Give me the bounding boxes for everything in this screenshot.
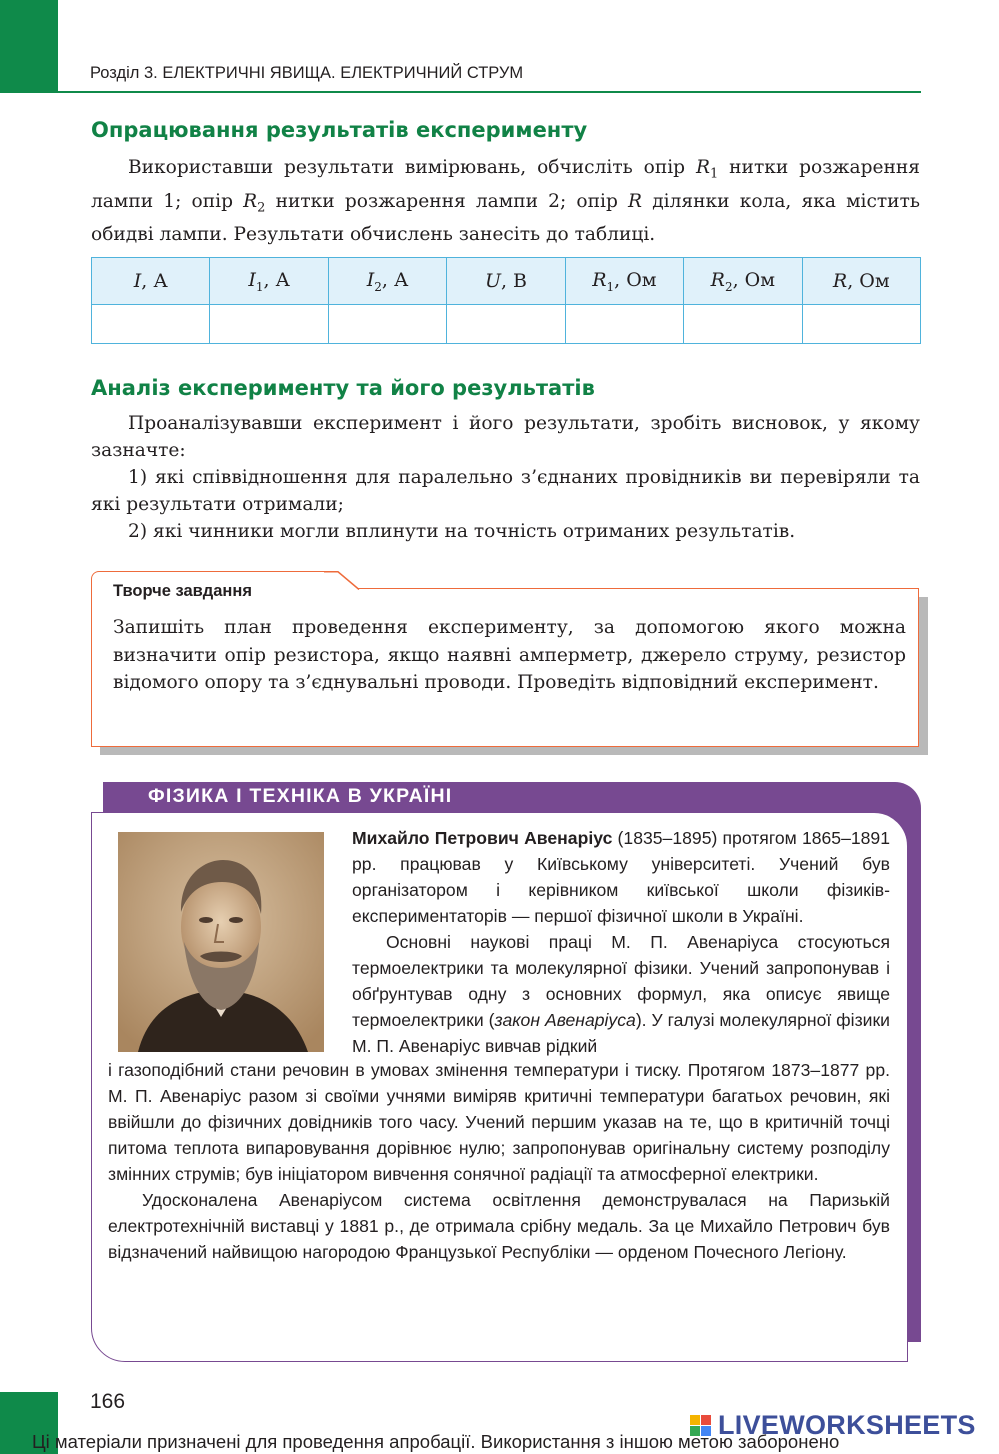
creative-task-text: Запишіть план проведення експерименту, за допомогою якого можна визначити опір резистора, якщо наявні амперметр, джерело струму, резистор відомого опору та з’єднувальні проводи. Проведіть відповідний експеримент. (113, 617, 906, 693)
results-table (91, 257, 921, 344)
var-r: R (628, 190, 643, 212)
table-header-cell: $R_1$, Ом (565, 258, 683, 305)
table-input-cell[interactable] (684, 305, 802, 344)
scientist-name: Михайло Петрович Авенаріус (352, 828, 613, 848)
analysis-title: Аналіз експерименту та його результатів (91, 376, 595, 400)
var-r2: $R_2$ (243, 190, 266, 216)
avenarius-portrait (118, 832, 324, 1052)
table-header-cell: I, А (92, 258, 210, 305)
var-r1: $R_1$ (695, 157, 719, 182)
table-header-row (92, 258, 921, 305)
biography-bottom (108, 1057, 890, 1265)
table-header-cell: $R_2$, Ом (684, 258, 802, 305)
chapter-header: Розділ 3. ЕЛЕКТРИЧНІ ЯВИЩА. ЕЛЕКТРИЧНИЙ СТРУМ (90, 64, 524, 82)
ukraine-section-heading: ФІЗИКА І ТЕХНІКА В УКРАЇНІ (148, 785, 453, 807)
analysis-item-1: 1) які співвідношення для паралельно з’єднаних провідників ви перевіряли та які результати отримали; (91, 467, 920, 515)
avenarius-law: закон Авенаріуса (494, 1010, 636, 1030)
biography-top: Михайло Петрович Авенаріус (1835–1895) протягом 1865–1891 рр. працював у Київському університеті. Учений був організатором і керівником київської школи фізиків-експериментаторів — першої фізичної школи в Україні. Основні наукові праці М. П. Авенаріуса стосуються термоелектрики та молекулярної фізики. Учений запропонував і обґрунтував одну з основних формул, яка описує явище термоелектрики (закон Авенаріуса). У галузі молекулярної фізики М. П. Авенаріус вивчав рідкий (352, 828, 891, 1056)
table-input-cell[interactable] (565, 305, 683, 344)
analysis-paragraph (91, 410, 920, 545)
approbation-disclaimer: Ці матеріали призначені для проведення апробації. Використання з іншою метою заборонено (32, 1431, 840, 1452)
creative-tab-slope (324, 571, 360, 590)
header-rule (58, 91, 921, 93)
biography-award: Удосконалена Авенаріусом система освітлення демонструвалася на Паризькій електротехнічній виставці у 1881 р., де отримала срібну медаль. За це Михайло Петрович був відзначений найвищою нагородою Французької Республіки — орденом Почесного Легіону. (108, 1190, 890, 1262)
table-input-cell[interactable] (802, 305, 920, 344)
table-header-cell: R, Ом (802, 258, 920, 305)
table-header-cell: U, В (447, 258, 565, 305)
page-number: 166 (90, 1390, 126, 1413)
liveworksheets-brand[interactable]: LIVEWORKSHEETS (718, 1410, 976, 1440)
table-header-cell: $I_2$, А (328, 258, 446, 305)
table-input-cell[interactable] (328, 305, 446, 344)
chapter-color-tab (0, 0, 58, 93)
processing-title: Опрацювання результатів експерименту (91, 118, 588, 142)
table-input-cell[interactable] (447, 305, 565, 344)
table-header-cell: $I_1$, А (210, 258, 328, 305)
analysis-intro: Проаналізувавши експеримент і його результати, зробіть висновок, у якому зазначте: (91, 413, 920, 461)
table-input-cell[interactable] (92, 305, 210, 344)
analysis-item-2: 2) які чинники могли вплинути на точність отриманих результатів. (128, 521, 796, 542)
table-input-cell[interactable] (210, 305, 328, 344)
processing-paragraph: Використавши результати вимірювань, обчисліть опір $R_1$ нитки розжарення лампи 1; опір $R_2$ нитки розжарення лампи 2; опір R ділянки кола, яка містить обидві лампи. Результати обчислень занесіть до таблиці. (91, 157, 920, 246)
biography-continuation: і газоподібний стани речовин в умовах змінення температури і тиску. Протягом 1873–1877 рр. М. П. Авенаріус разом зі своїми учнями виміряв критичні температури багатьох речовин, які ввійшли до фізичних довідників того часу. Учений першим указав на те, що в критичній точці питома теплота випаровування дорівнює нулю; запропонував оригінальну систему розподілу змінних струмів; був ініціатором вивчення сонячної радіації та атмосферної електрики. (108, 1060, 890, 1184)
creative-task-title: Творче завдання (113, 582, 252, 600)
table-input-row (92, 305, 921, 344)
